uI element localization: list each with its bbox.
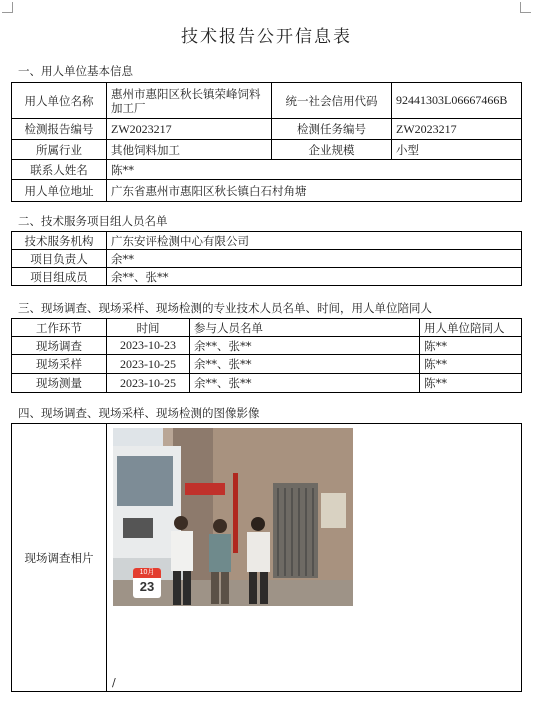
- table-row: [12, 355, 522, 374]
- credit-code-label: 统一社会信用代码: [272, 83, 392, 119]
- members-value: 余**、张**: [107, 268, 522, 286]
- row-escort: 陈**: [420, 337, 522, 355]
- address-label: 用人单位地址: [12, 180, 107, 202]
- photo-date-stamp: [133, 568, 161, 598]
- basic-info-table: [11, 82, 522, 202]
- footnote-slash: /: [112, 676, 116, 689]
- leader-label: 项目负责人: [12, 250, 107, 268]
- header-time: 时间: [107, 319, 190, 337]
- header-participants: 参与人员名单: [190, 319, 420, 337]
- page-corner-mark: [520, 2, 531, 13]
- table-header-row: [12, 319, 522, 337]
- photo-date-month: 10月: [133, 568, 161, 578]
- industry-label: 所属行业: [12, 140, 107, 160]
- address-value: 广东省惠州市惠阳区秋长镇白石村角塘: [107, 180, 522, 202]
- header-escort: 用人单位陪同人: [420, 319, 522, 337]
- fieldwork-table: [11, 318, 522, 393]
- page-corner-mark: [2, 2, 13, 13]
- row-participants: 余**、张**: [190, 337, 420, 355]
- credit-code-value: 92441303L06667466B: [392, 83, 522, 119]
- table-row: [12, 337, 522, 355]
- scale-value: 小型: [392, 140, 522, 160]
- contact-label: 联系人姓名: [12, 160, 107, 180]
- members-label: 项目组成员: [12, 268, 107, 286]
- unit-name-value: 惠州市惠阳区秋长镇荣峰饲料加工厂: [107, 83, 272, 119]
- row-time: 2023-10-23: [107, 337, 190, 355]
- row-stage: 现场测量: [12, 374, 107, 393]
- unit-name-label: 用人单位名称: [12, 83, 107, 119]
- document-title: 技术报告公开信息表: [181, 27, 352, 47]
- contact-value: 陈**: [107, 160, 522, 180]
- org-label: 技术服务机构: [12, 232, 107, 250]
- org-value: 广东安评检测中心有限公司: [107, 232, 522, 250]
- task-no-label: 检测任务编号: [272, 119, 392, 140]
- row-stage: 现场采样: [12, 355, 107, 374]
- report-no-label: 检测报告编号: [12, 119, 107, 140]
- scale-label: 企业规模: [272, 140, 392, 160]
- report-no-value: ZW2023217: [107, 119, 272, 140]
- site-survey-photo: [113, 428, 353, 606]
- row-escort: 陈**: [420, 355, 522, 374]
- section2-heading: 二、技术服务项目组人员名单: [18, 214, 168, 228]
- header-stage: 工作环节: [12, 319, 107, 337]
- table-row: [12, 374, 522, 393]
- leader-value: 余**: [107, 250, 522, 268]
- section3-heading: 三、现场调查、现场采样、现场检测的专业技术人员名单、时间，用人单位陪同人: [18, 301, 432, 315]
- row-escort: 陈**: [420, 374, 522, 393]
- row-time: 2023-10-25: [107, 374, 190, 393]
- row-time: 2023-10-25: [107, 355, 190, 374]
- section4-heading: 四、现场调查、现场采样、现场检测的图像影像: [18, 406, 260, 420]
- photo-label: 现场调查相片: [12, 424, 107, 692]
- section1-heading: 一、用人单位基本信息: [18, 64, 133, 78]
- row-participants: 余**、张**: [190, 374, 420, 393]
- row-stage: 现场调查: [12, 337, 107, 355]
- row-participants: 余**、张**: [190, 355, 420, 374]
- team-table: [11, 231, 522, 286]
- photo-date-day: 23: [139, 579, 155, 594]
- industry-value: 其他饲料加工: [107, 140, 272, 160]
- task-no-value: ZW2023217: [392, 119, 522, 140]
